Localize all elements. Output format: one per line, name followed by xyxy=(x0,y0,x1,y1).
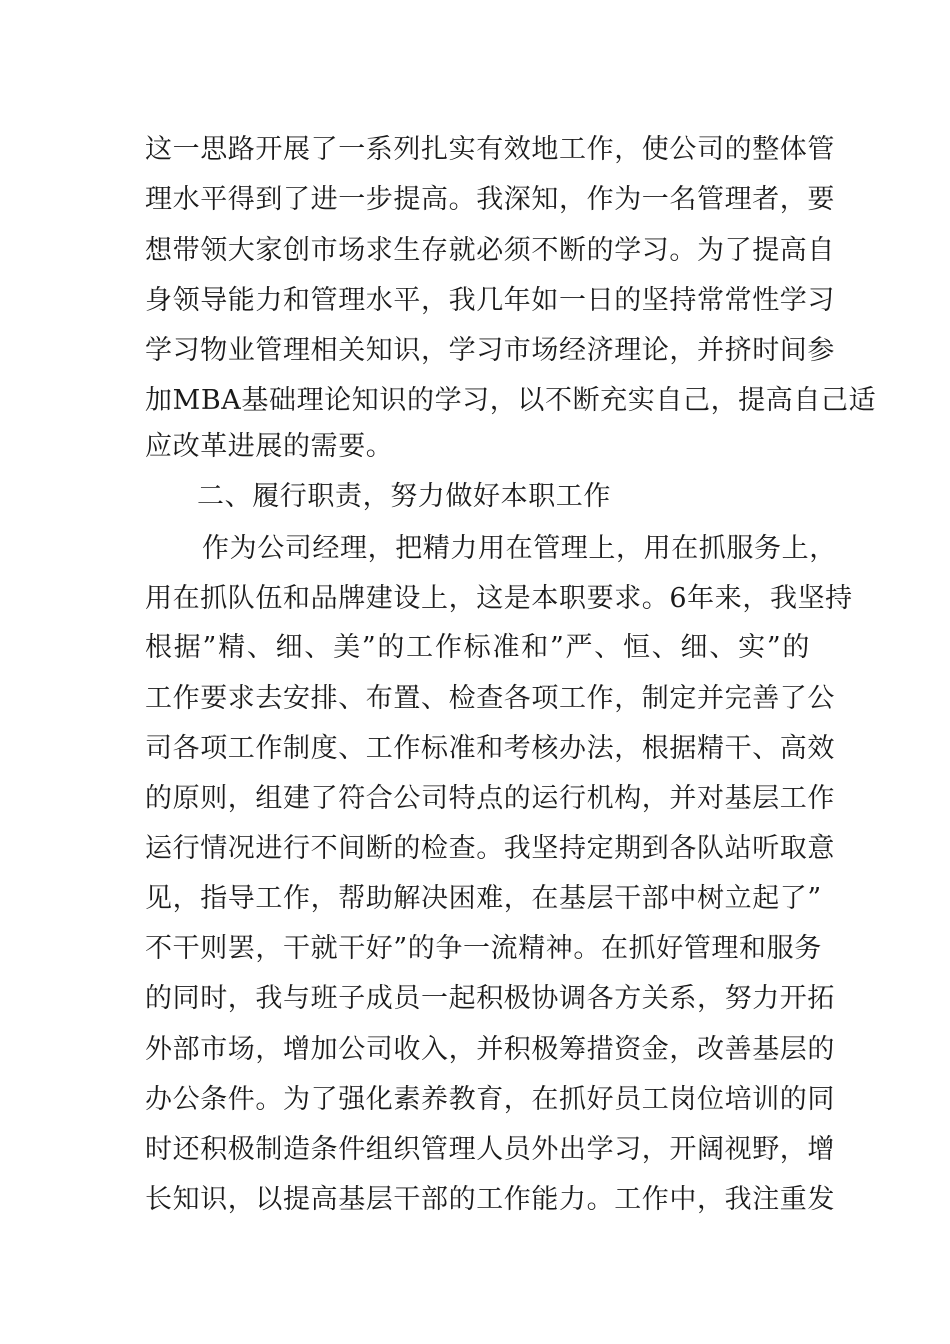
text-line: 办公条件。为了强化素养教育，在抓好员工岗位培训的同 xyxy=(145,1084,835,1115)
text-line: 的同时，我与班子成员一起积极协调各方关系，努力开拓 xyxy=(145,983,835,1014)
text-line: 作为公司经理，把精力用在管理上，用在抓服务上， xyxy=(202,533,837,564)
text-line: 这一思路开展了一系列扎实有效地工作，使公司的整体管 xyxy=(145,134,835,165)
section-heading: 二、履行职责，努力做好本职工作 xyxy=(197,481,611,512)
text-line: 理水平得到了进一步提高。我深知，作为一名管理者，要 xyxy=(145,184,835,215)
text-line: 用在抓队伍和品牌建设上，这是本职要求。6年来，我坚持 xyxy=(145,583,853,614)
text-line: 长知识，以提高基层干部的工作能力。工作中，我注重发 xyxy=(145,1184,835,1215)
text-line: 加MBA基础理论知识的学习，以不断充实自己，提高自己适 xyxy=(145,385,877,416)
text-line: 身领导能力和管理水平，我几年如一日的坚持常常性学习 xyxy=(145,285,835,316)
text-line: 想带领大家创市场求生存就必须不断的学习。为了提高自 xyxy=(145,235,835,266)
text-line: 学习物业管理相关知识，学习市场经济理论，并挤时间参 xyxy=(145,335,835,366)
text-line: 司各项工作制度、工作标准和考核办法，根据精干、高效 xyxy=(145,733,835,764)
text-line: 根据”精、细、美”的工作标准和”严、恒、细、实”的 xyxy=(145,632,810,663)
text-line: 外部市场，增加公司收入，并积极筹措资金，改善基层的 xyxy=(145,1034,835,1065)
text-line: 时还积极制造条件组织管理人员外出学习，开阔视野，增 xyxy=(145,1134,835,1165)
text-line: 工作要求去安排、布置、检查各项工作，制定并完善了公 xyxy=(145,683,835,714)
text-line: 不干则罢，干就干好”的争一流精神。在抓好管理和服务 xyxy=(145,933,822,964)
text-line: 见，指导工作，帮助解决困难，在基层干部中树立起了” xyxy=(145,883,822,914)
text-line: 的原则，组建了符合公司特点的运行机构，并对基层工作 xyxy=(145,783,835,814)
text-line: 运行情况进行不间断的检查。我坚持定期到各队站听取意 xyxy=(145,833,835,864)
text-line: 应改革进展的需要。 xyxy=(145,431,394,462)
